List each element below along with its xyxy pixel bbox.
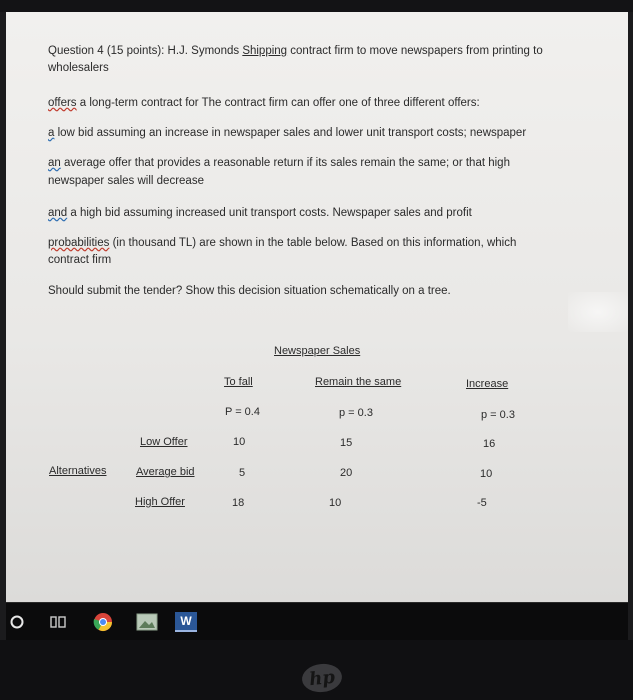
cell-low-fall: 10 bbox=[233, 436, 246, 448]
probability-fall: P = 0.4 bbox=[225, 406, 260, 418]
image-viewer-icon[interactable] bbox=[134, 611, 160, 633]
screen-glare bbox=[568, 292, 628, 332]
line-4-text: low bid assuming an increase in newspaper sales and lower unit transport costs; newspaper bbox=[54, 127, 527, 139]
line-7-text: a high bid assuming increased unit transport costs. Newspaper sales and profit bbox=[67, 207, 472, 219]
word-icon-letter: W bbox=[175, 612, 197, 632]
question-line-4 bbox=[48, 126, 526, 141]
question-title-line bbox=[48, 44, 543, 59]
question-line-10: Should submit the tender? Show this decision situation schematically on a tree. bbox=[48, 285, 451, 297]
line-5-text: average offer that provides a reasonable return if its sales remain the same; or that high bbox=[60, 157, 510, 169]
column-header-fall: To fall bbox=[224, 376, 253, 388]
offers-word: offers bbox=[48, 97, 77, 109]
cell-average-increase: 10 bbox=[480, 468, 493, 480]
column-header-same: Remain the same bbox=[315, 376, 402, 388]
monitor-bezel-top bbox=[0, 0, 633, 12]
windows-circle-icon[interactable] bbox=[6, 611, 28, 633]
question-title-text: Question 4 (15 points): H.J. Symonds bbox=[48, 45, 243, 57]
and-word: and bbox=[48, 207, 68, 219]
cell-high-same: 10 bbox=[329, 497, 342, 509]
row-label-low: Low Offer bbox=[140, 436, 188, 448]
question-line-3 bbox=[48, 96, 480, 111]
line-8-text: (in thousand TL) are shown in the table below. Based on this information, which bbox=[109, 237, 517, 249]
question-title-rest: contract firm to move newspapers from printing to bbox=[287, 45, 543, 57]
cell-low-same: 15 bbox=[340, 437, 353, 449]
row-label-high: High Offer bbox=[135, 496, 185, 508]
question-line-7 bbox=[48, 206, 472, 221]
task-view-icon[interactable] bbox=[46, 611, 70, 633]
alternatives-label: Alternatives bbox=[49, 465, 107, 477]
question-line-9: contract firm bbox=[48, 254, 112, 266]
line-3-text: a long-term contract for The contract firm can offer one of three different offers: bbox=[76, 97, 480, 109]
cell-average-fall: 5 bbox=[239, 467, 246, 479]
probability-same: p = 0.3 bbox=[339, 407, 373, 419]
question-line-8 bbox=[48, 236, 516, 251]
row-label-average: Average bid bbox=[136, 466, 195, 478]
question-line-5 bbox=[48, 156, 510, 171]
shipping-word: Shipping bbox=[242, 45, 288, 57]
word-icon[interactable] bbox=[172, 611, 200, 633]
cell-low-increase: 16 bbox=[483, 438, 496, 450]
question-line-2: wholesalers bbox=[48, 62, 109, 74]
table-header: Newspaper Sales bbox=[274, 345, 361, 357]
taskbar bbox=[6, 602, 628, 641]
cell-high-increase: -5 bbox=[477, 497, 487, 509]
probabilities-word: probabilities bbox=[48, 237, 110, 249]
cell-average-same: 20 bbox=[340, 467, 353, 479]
an-word: an bbox=[48, 157, 61, 169]
cell-high-fall: 18 bbox=[232, 497, 245, 509]
chrome-icon[interactable] bbox=[90, 611, 116, 633]
column-header-increase: Increase bbox=[466, 378, 509, 390]
probability-increase: p = 0.3 bbox=[481, 409, 515, 421]
a-word: a bbox=[48, 127, 55, 139]
document-screen bbox=[6, 12, 628, 602]
question-line-6: newspaper sales will decrease bbox=[48, 175, 204, 187]
hp-logo: hp bbox=[301, 662, 344, 694]
